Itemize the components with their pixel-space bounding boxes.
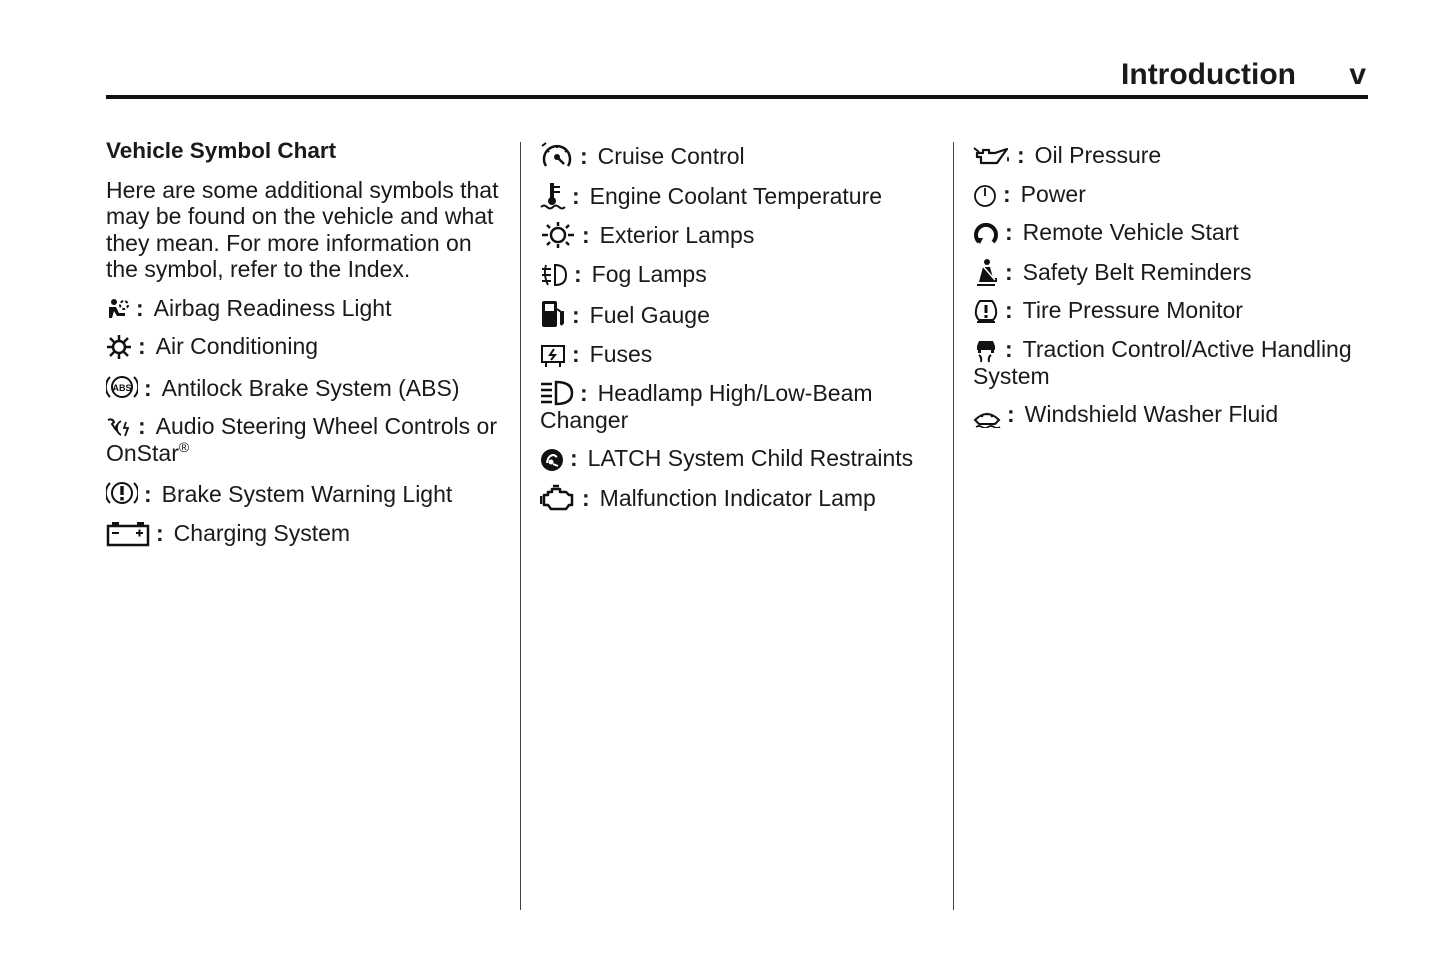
oil-pressure-icon: [973, 145, 1011, 169]
air-conditioning-icon: [106, 334, 132, 360]
airbag-icon: [106, 298, 130, 322]
fuses-icon: [540, 344, 566, 368]
symbol-label: Tire Pressure Monitor: [1022, 297, 1243, 323]
symbol-label: Air Conditioning: [155, 333, 319, 359]
brake-warning-icon: [106, 478, 138, 508]
symbol-item: : Malfunction Indicator Lamp: [540, 484, 935, 512]
page-header: [106, 58, 1368, 96]
symbol-label: Safety Belt Reminders: [1022, 258, 1252, 285]
symbol-label: Engine Coolant Temperature: [589, 182, 883, 209]
symbol-label: Airbag Readiness Light: [153, 294, 392, 321]
traction-control-icon: [973, 337, 999, 363]
latch-icon: [540, 448, 564, 472]
symbol-label: Antilock Brake System (ABS): [161, 374, 460, 401]
symbol-item: : Air Conditioning: [106, 333, 501, 360]
symbol-label: Windshield Washer Fluid: [1024, 400, 1279, 427]
svg-text:ABS: ABS: [112, 382, 132, 393]
symbol-label: Traction Control/Active Handling System: [973, 335, 1352, 389]
symbol-item: : Windshield Washer Fluid: [973, 401, 1368, 428]
tire-pressure-icon: [973, 298, 999, 324]
symbol-label: Fog Lamps: [591, 260, 707, 287]
washer-fluid-icon: [973, 406, 1001, 428]
symbol-item: : Fuses: [540, 341, 935, 368]
symbol-item: : Charging System: [106, 520, 501, 547]
symbol-label: Charging System: [173, 519, 351, 546]
engine-icon: [540, 484, 576, 512]
symbol-label: Headlamp High/Low-Beam Changer: [540, 380, 873, 433]
symbol-item: : Fuel Gauge: [540, 299, 935, 329]
column-3: [973, 136, 1368, 439]
symbol-label: Brake System Warning Light: [161, 481, 453, 507]
symbol-item: : Fog Lamps: [540, 261, 935, 288]
symbol-item: : Brake System Warning Light: [106, 478, 501, 508]
cruise-control-icon: [540, 142, 574, 170]
symbol-label: Malfunction Indicator Lamp: [599, 484, 876, 511]
header-rule: [106, 95, 1368, 99]
fog-lamps-icon: [540, 262, 568, 288]
battery-icon: [106, 521, 150, 547]
symbol-label: Oil Pressure: [1034, 142, 1162, 168]
symbol-label: Remote Vehicle Start: [1022, 219, 1239, 245]
symbol-item: : Power: [973, 181, 1368, 208]
column-divider-1: [520, 142, 521, 910]
seat-belt-icon: [973, 258, 999, 286]
symbol-item: : Headlamp High/Low-Beam Changer: [540, 380, 873, 433]
audio-steering-icon: [106, 416, 132, 440]
column-2: [540, 136, 935, 523]
symbol-item: : Audio Steering Wheel Controls or OnStar®: [106, 413, 498, 466]
column-divider-2: [953, 142, 954, 910]
symbol-label: LATCH System Child Restraints: [587, 445, 914, 471]
symbol-item: : Cruise Control: [540, 142, 935, 170]
chart-heading: Vehicle Symbol Chart: [106, 138, 337, 163]
column-1: [106, 136, 501, 558]
symbol-label: Power: [1020, 180, 1086, 207]
symbol-item: : Traction Control/Active Handling System: [973, 335, 1352, 389]
symbol-item: : Oil Pressure: [973, 142, 1368, 169]
symbol-item: : Safety Belt Reminders: [973, 258, 1368, 286]
symbol-label: Exterior Lamps: [599, 222, 755, 248]
registered-mark: ®: [178, 439, 190, 455]
headlamp-beam-icon: [540, 379, 574, 407]
symbol-label: Fuses: [589, 340, 653, 367]
symbol-label: Fuel Gauge: [589, 302, 710, 328]
symbol-label: Cruise Control: [597, 143, 745, 169]
symbol-item: : LATCH System Child Restraints: [540, 445, 935, 472]
abs-icon: [106, 372, 138, 402]
fuel-gauge-icon: [540, 299, 566, 329]
power-icon: [973, 184, 997, 208]
symbol-item: : Exterior Lamps: [540, 221, 935, 249]
remote-start-icon: [973, 220, 999, 246]
coolant-temperature-icon: [540, 182, 566, 210]
symbol-item: : Engine Coolant Temperature: [540, 182, 935, 210]
symbol-label: Audio Steering Wheel Controls or OnStar: [106, 413, 498, 466]
page-number: v: [1349, 58, 1366, 91]
symbol-item: : Remote Vehicle Start: [973, 219, 1368, 246]
symbol-item: : Airbag Readiness Light: [106, 295, 501, 322]
intro-paragraph: Here are some additional symbols that may be found on the vehicle and what they mean. For more information on the symbol, refer to the Index.: [106, 176, 499, 282]
exterior-lamps-icon: [540, 221, 576, 249]
symbol-item: ABS : Antilock Brake System (ABS): [106, 372, 501, 402]
section-title: Introduction: [1121, 58, 1296, 91]
symbol-item: : Tire Pressure Monitor: [973, 297, 1368, 324]
